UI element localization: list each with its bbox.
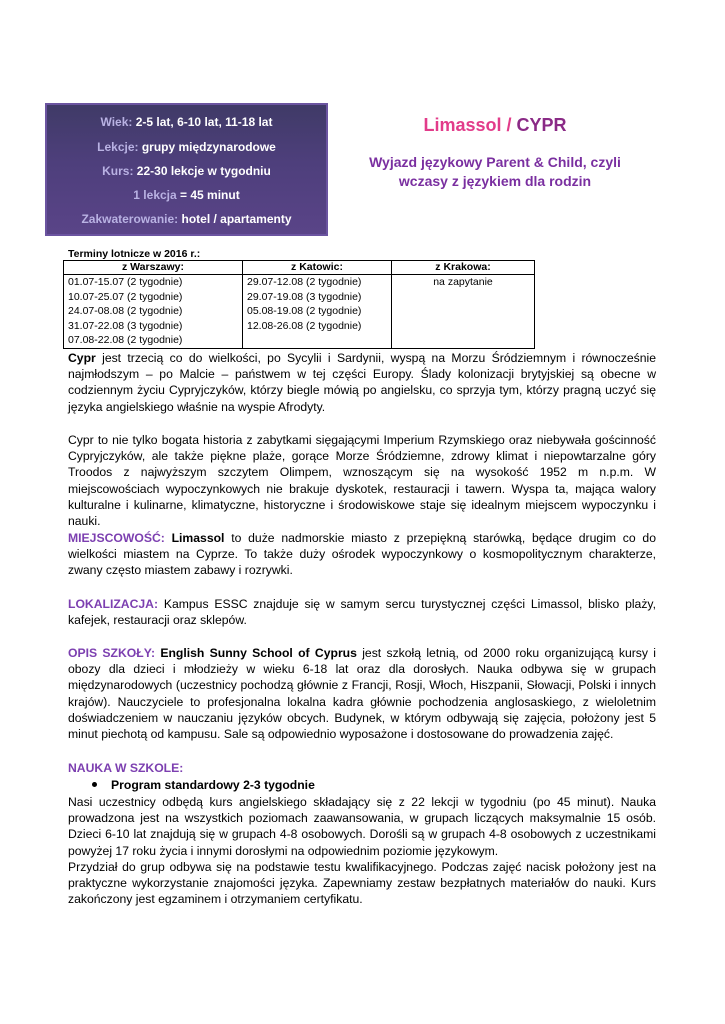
info-lesson-length: 1 lekcja = 45 minut xyxy=(133,188,240,202)
terms-caption: Terminy lotnicze w 2016 r.: xyxy=(68,248,201,260)
header-warszawa: z Warszawy: xyxy=(64,261,243,275)
info-accommodation: Zakwaterowanie: hotel / apartamenty xyxy=(81,212,292,226)
info-age: Wiek: 2-5 lat, 6-10 lat, 11-18 lat xyxy=(100,115,273,129)
paragraph-location: LOKALIZACJA: Kampus ESSC znajduje się w samym sercu turystycznej części Limassol, blisko plaży, kafejek, restauracji oraz sklepów. xyxy=(68,597,656,628)
paragraph-cypr: Cypr jest trzecią co do wielkości, po Sycylii i Sardynii, wyspą na Morzu Śródziemnym i równocześnie najmłodszym – po Malcie – państwem w tej części Europy. Ślady kolonizacji brytyjskiej są obecne w codziennym życiu Cypryjczyków, którzy biegle mówią po angielsku, co sprzyja tym, którzy pragną uczyć się języka angielskiego właśnie na wyspie Afrodyty. xyxy=(68,351,656,414)
table-header-row xyxy=(64,261,535,275)
header-krakow: z Krakowa: xyxy=(392,261,535,275)
cell-krakow: na zapytanie xyxy=(392,275,535,349)
info-lessons: Lekcje: grupy międzynarodowe xyxy=(97,140,276,154)
paragraph-history: Cypr to nie tylko bogata historia z zabytkami sięgającymi Imperium Rzymskiego oraz niebywała gościnność Cypryjczyków, ale także piękne plaże, gorące Morze Śródziemne, zdrowy klimat i niepowtarzalne góry Troodos z najwyższym szczytem Olimpem, wznoszącym się na wysokość 1952 m n.p.m. W miejscowościach wypoczynkowych nie brakuje dyskotek, restauracji i tawern. Wyspa ta, mająca walory kulturalne i kulinarne, klimatyczne, historyczne i środowiskowe staje się idealnym miejscem wypoczynku i nauki. xyxy=(68,433,656,529)
paragraph-course: Nasi uczestnicy odbędą kurs angielskiego składający się z 22 lekcji w tygodniu (po 45 minut). Nauka prowadzona jest na wszystkich poziomach zaawansowania, w grupach liczących maksymalnie 15 osób. Dzieci 6-10 lat znajdują się w grupach 4-8 osobowych. Dorośli są w grupach 4-8 osobowych z uczestnikami powyżej 17 roku życia i innymi dorosłymi na odpowiednim poziomie językowym. Przydział do grup odbywa się na podstawie testu kwalifikacyjnego. Podczas zajęć nacisk położony jest na praktyczne wykorzystanie znajomości języka. Zapewniamy zestaw bezpłatnych materiałów do nauki. Kurs zakończony jest egzaminem i otrzymaniem certyfikatu. xyxy=(68,795,656,907)
paragraph-town: MIEJSCOWOŚĆ: Limassol to duże nadmorskie miasto z przepiękną starówką, będące drugim co do wielkości miastem na Cyprze. To także duży ośrodek wypoczynkowy o kosmopolitycznym charakterze, zwany często miastem zabawy i rozrywki. xyxy=(68,531,656,578)
section-heading-learning: NAUKA W SZKOLE: xyxy=(68,761,184,775)
cell-katowice: 29.07-12.08 (2 tygodnie) 29.07-19.08 (3 tygodnie) 05.08-19.08 (2 tygodnie) 12.08-26.08 (2 tygodnie) xyxy=(243,275,392,349)
table-row xyxy=(64,275,535,349)
info-box xyxy=(45,103,328,236)
cell-warszawa: 01.07-15.07 (2 tygodnie) 10.07-25.07 (2 tygodnie) 24.07-08.08 (2 tygodnie) 31.07-22.08 (3 tygodnie) 07.08-22.08 (2 tygodnie) xyxy=(64,275,243,349)
bullet-icon xyxy=(92,782,97,787)
header-katowice: z Katowic: xyxy=(243,261,392,275)
paragraph-school: OPIS SZKOŁY: English Sunny School of Cyprus jest szkołą letnią, od 2000 roku organizującą kursy i obozy dla dzieci i młodzieży w wieku 6-18 lat oraz dla dorosłych. Nauka odbywa się w grupach międzynarodowych (uczestnicy pochodzą głównie z Francji, Rosji, Włoch, Hiszpanii, Słowacji, Polski i innych krajów). Nauczyciele to profesjonalna lokalna kadra głównie pochodzenia anglosaskiego, z wieloletnim doświadczeniem w nauczaniu języków obcych. Budynek, w którym odbywają się zajęcia, położony jest 5 minut piechotą od kampusu. Sale są odpowiednio wyposażone i dostosowane do prowadzenia zajęć. xyxy=(68,646,656,742)
info-course: Kurs: 22-30 lekcje w tygodniu xyxy=(102,164,271,178)
bullet-item: Program standardowy 2-3 tygodnie xyxy=(92,778,315,792)
terms-table xyxy=(63,260,535,349)
page-title: Limassol / CYPR xyxy=(423,115,567,135)
page-subtitle: Wyjazd językowy Parent & Child, czyli wczasy z językiem dla rodzin xyxy=(369,154,621,189)
